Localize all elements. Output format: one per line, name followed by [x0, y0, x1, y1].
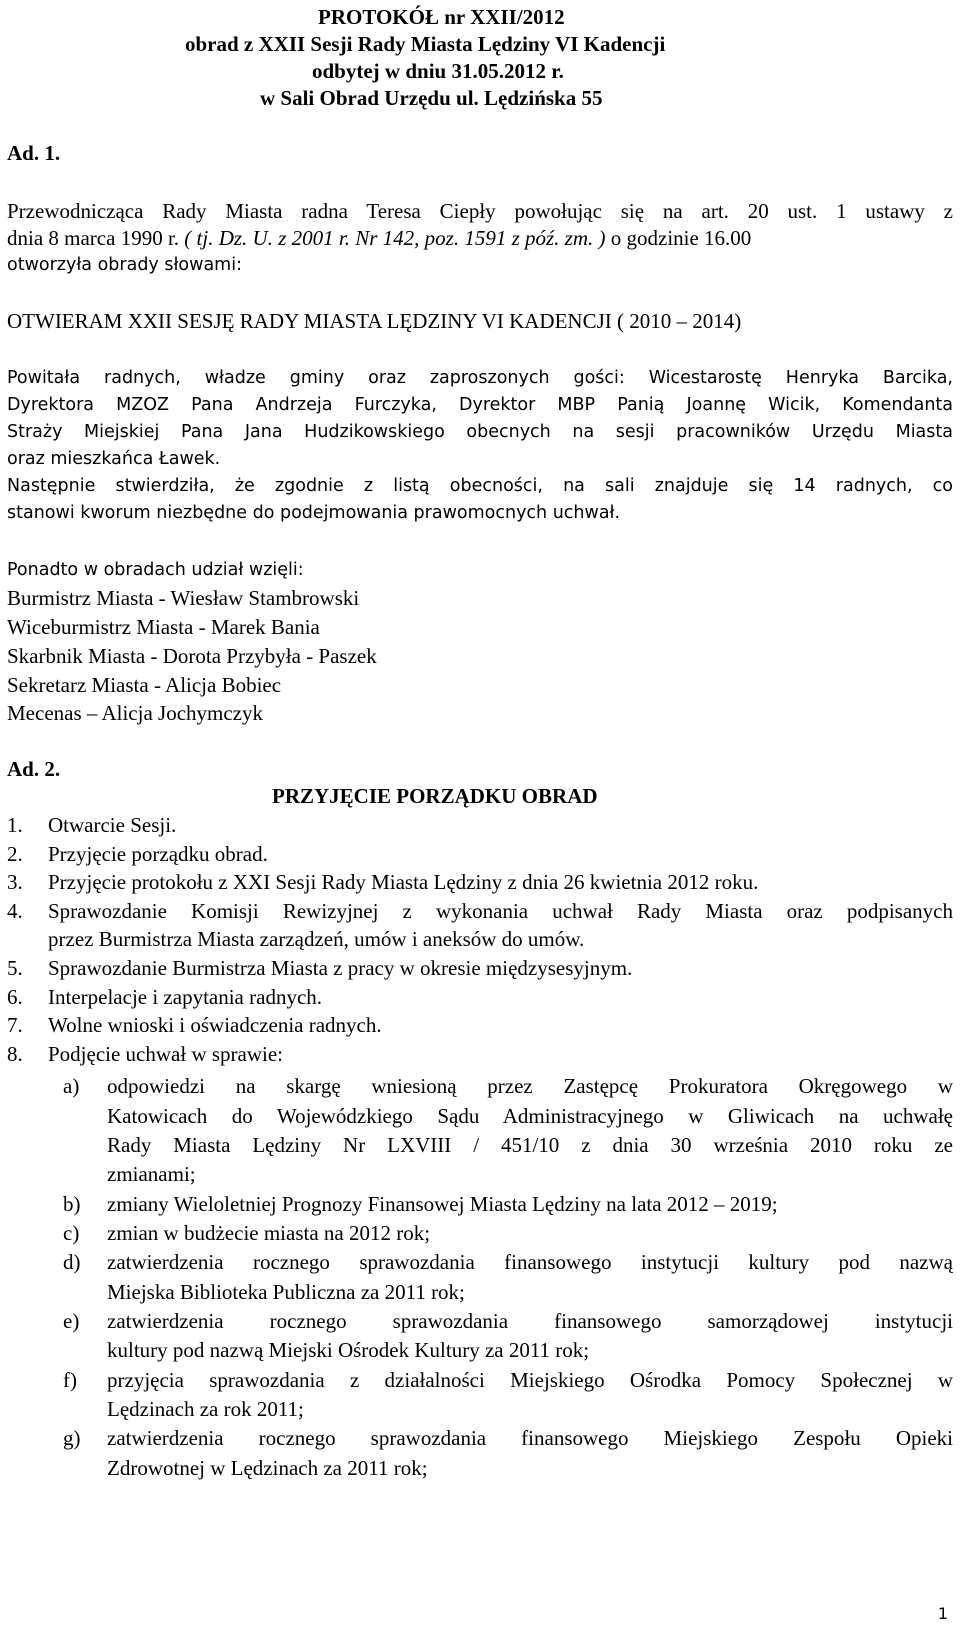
agenda-number: 4.	[7, 899, 23, 923]
participant-treasurer: Skarbnik Miasta - Dorota Przybyła - Paszek	[7, 644, 377, 668]
subitem-text: zatwierdzenia rocznego sprawozdania finansowego Miejskiego Zespołu Opieki	[107, 1426, 953, 1450]
agenda-item: Przyjęcie protokołu z XXI Sesji Rady Miasta Lędziny z dnia 26 kwietnia 2012 roku.	[48, 870, 759, 894]
subitem-text: zmiany Wieloletniej Prognozy Finansowej Miasta Lędziny na lata 2012 – 2019;	[107, 1192, 778, 1216]
intro-time: o godzinie 16.00	[610, 226, 752, 250]
subitem-text: Rady Miasta Lędziny Nr LXVIII / 451/10 z dnia 30 września 2010 roku ze	[107, 1133, 953, 1157]
subitem-text: przyjęcia sprawozdania z działalności Miejskiego Ośrodka Pomocy Społecznej w	[107, 1368, 953, 1392]
subitem-letter: d)	[63, 1250, 81, 1274]
quorum-line-1: Następnie stwierdziła, że zgodnie z listą obecności, na sali znajduje się 14 radnych, co	[7, 476, 953, 496]
participants-title: Ponadto w obradach udział wzięli:	[7, 560, 304, 580]
subitem-text: zatwierdzenia rocznego sprawozdania finansowego samorządowej instytucji	[107, 1309, 953, 1333]
agenda-item: Sprawozdanie Komisji Rewizyjnej z wykonania uchwał Rady Miasta oraz podpisanych	[48, 899, 953, 923]
intro-line-3: otworzyła obrady słowami:	[7, 255, 242, 275]
agenda-item: Wolne wnioski i oświadczenia radnych.	[48, 1013, 382, 1037]
welcome-line-4: oraz mieszkańca Ławek.	[7, 449, 221, 469]
participant-secretary: Sekretarz Miasta - Alicja Bobiec	[7, 673, 282, 697]
agenda-number: 8.	[7, 1042, 23, 1066]
agenda-item: Interpelacje i zapytania radnych.	[48, 985, 323, 1009]
opening-statement: OTWIERAM XXII SESJĘ RADY MIASTA LĘDZINY VI KADENCJI ( 2010 – 2014)	[7, 309, 742, 333]
agenda-number: 2.	[7, 842, 23, 866]
protocol-title: PROTOKÓŁ nr XXII/2012	[318, 5, 565, 29]
agenda-item-continued: przez Burmistrza Miasta zarządzeń, umów i aneksów do umów.	[48, 927, 585, 951]
subitem-letter: b)	[63, 1192, 81, 1216]
page-number: 1	[937, 1604, 948, 1623]
ad2-label: Ad. 2.	[7, 757, 61, 781]
agenda-item: Otwarcie Sesji.	[48, 813, 177, 837]
subitem-letter: a)	[63, 1074, 80, 1098]
subitem-text: zmianami;	[107, 1162, 196, 1186]
agenda-number: 5.	[7, 956, 23, 980]
subitem-text: Lędzinach za rok 2011;	[107, 1397, 304, 1421]
agenda-number: 3.	[7, 870, 23, 894]
quorum-line-2: stanowi kworum niezbędne do podejmowania prawomocnych uchwał.	[7, 503, 621, 523]
welcome-line-2: Dyrektora MZOZ Pana Andrzeja Furczyka, Dyrektor MBP Panią Joannę Wicik, Komendanta	[7, 395, 953, 415]
intro-legal-ref: ( tj. Dz. U. z 2001 r. Nr 142, poz. 1591 z póź. zm. )	[184, 226, 606, 250]
session-title: obrad z XXII Sesji Rady Miasta Lędziny VI Kadencji	[185, 32, 666, 56]
subitem-letter: g)	[63, 1426, 81, 1450]
subitem-text: odpowiedzi na skargę wniesioną przez Zastępcę Prokuratora Okręgowego w	[107, 1074, 953, 1098]
session-date: odbytej w dniu 31.05.2012 r.	[312, 59, 564, 83]
subitem-text: Miejska Biblioteka Publiczna za 2011 rok;	[107, 1280, 465, 1304]
intro-date: dnia 8 marca 1990 r.	[7, 226, 180, 250]
subitem-letter: c)	[63, 1221, 80, 1245]
agenda-item: Przyjęcie porządku obrad.	[48, 842, 268, 866]
subitem-text: Katowicach do Wojewódzkiego Sądu Administracyjnego w Gliwicach na uchwałę	[107, 1104, 953, 1128]
subitem-text: kultury pod nazwą Miejski Ośrodek Kultury za 2011 rok;	[107, 1338, 590, 1362]
agenda-number: 7.	[7, 1013, 23, 1037]
agenda-item: Sprawozdanie Burmistrza Miasta z pracy w okresie międzysesyjnym.	[48, 956, 633, 980]
subitem-letter: f)	[63, 1368, 77, 1392]
ad1-label: Ad. 1.	[7, 141, 61, 165]
subitem-text: Zdrowotnej w Lędzinach za 2011 rok;	[107, 1456, 428, 1480]
session-location: w Sali Obrad Urzędu ul. Lędzińska 55	[260, 86, 603, 110]
subitem-letter: e)	[63, 1309, 80, 1333]
intro-line-2	[7, 224, 751, 252]
participant-mayor: Burmistrz Miasta - Wiesław Stambrowski	[7, 586, 360, 610]
agenda-title: PRZYJĘCIE PORZĄDKU OBRAD	[272, 784, 598, 808]
welcome-line-3: Straży Miejskiej Pana Jana Hudzikowskiego obecnych na sesji pracowników Urzędu Miasta	[7, 422, 953, 442]
participant-counsel: Mecenas – Alicja Jochymczyk	[7, 701, 263, 725]
welcome-line-1: Powitała radnych, władze gminy oraz zaproszonych gości: Wicestarostę Henryka Barcika,	[7, 368, 953, 388]
agenda-item: Podjęcie uchwał w sprawie:	[48, 1042, 284, 1066]
participant-deputy-mayor: Wiceburmistrz Miasta - Marek Bania	[7, 615, 320, 639]
subitem-text: zatwierdzenia rocznego sprawozdania finansowego instytucji kultury pod nazwą	[107, 1250, 953, 1274]
agenda-number: 1.	[7, 813, 23, 837]
subitem-text: zmian w budżecie miasta na 2012 rok;	[107, 1221, 431, 1245]
intro-line-1: Przewodnicząca Rady Miasta radna Teresa Ciepły powołując się na art. 20 ust. 1 ustawy z	[7, 199, 953, 223]
agenda-number: 6.	[7, 985, 23, 1009]
